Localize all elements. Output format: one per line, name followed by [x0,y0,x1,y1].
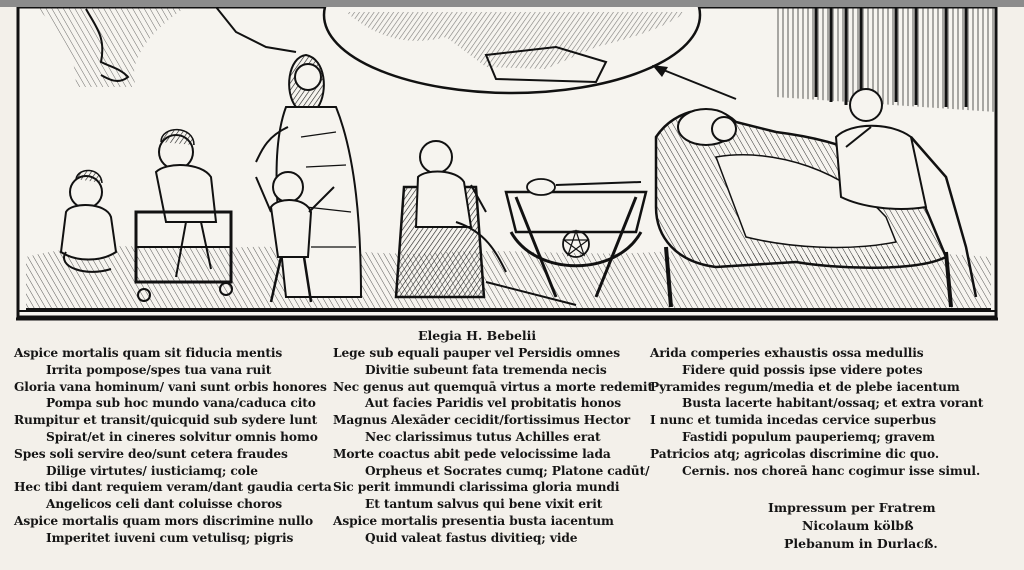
verse-line: Divitie subeunt fata tremenda necis [365,362,607,377]
verse-line: Pompa sub hoc mundo vana/caduca cito [46,396,316,411]
verse-line: Gloria vana hominum/ vani sunt orbis honores [14,379,327,394]
imprint-line: Plebanum in Durlacß. [784,536,938,551]
verse-line: Busta lacerte habitant/ossaq; et extra vorant [682,396,984,411]
title: Elegia H. Bebelii [418,328,537,343]
verse-line: Quid valeat fastus divitieq; vide [365,530,578,545]
verse-line: Hec tibi dant requiem veram/dant gaudia certa [14,480,332,495]
verse-line: Aut facies Paridis vel probitatis honos [365,396,622,411]
verse-column-2 [333,345,653,547]
verse-line: Aspice mortalis presentia busta iacentum [333,513,614,528]
verse-line: Dilige virtutes/ iusticiamq; cole [46,463,258,478]
woodcut-illustration [16,7,998,323]
verse-line: Aspice mortalis quam sit fiducia mentis [14,346,283,360]
top-bar [0,0,1024,7]
verse-line: Angelicos celi dant coluisse choros [46,497,283,512]
verse-line: Spirat/et in cineres solvitur omnis homo [46,429,318,444]
verse-line: I nunc et tumida incedas cervice superbus [650,413,936,428]
verse-line: Sic perit immundi clarissima gloria mundi [333,480,620,495]
verse-line: Nec genus aut quemquā virtus a morte redemit [333,379,653,394]
imprint-line: Impressum per Fratrem [768,500,936,515]
verse-line: Patricios atq; agricolas discrimine dic quo. [650,446,939,461]
verse-line: Aspice mortalis quam mors discrimine nullo [14,513,313,528]
verse-line: Imperitet iuveni cum vetulisq; pigris [46,530,294,545]
verse-line: Irrita pompose/spes tua vana ruit [46,362,272,377]
verse-line: Morte coactus abit pede velocissime lada [333,446,611,461]
verse-line: Fidere quid possis ipse videre potes [682,362,923,377]
imprint [768,499,938,553]
imprint-line: Nicolaum kölbß [802,518,914,533]
verse-line: Rumpitur et transit/quicquid sub sydere lunt [14,413,318,428]
verse-line: Orpheus et Socrates cumq; Platone cadūt/ [365,463,650,478]
verse-line: Nec clarissimus tutus Achilles erat [365,429,601,444]
verse-line: Arida comperies exhaustis ossa medullis [650,346,924,360]
verse-column-1 [14,345,332,547]
verse-line: Fastidi populum pauperiemq; gravem [682,429,935,444]
verse-line: Lege sub equali pauper vel Persidis omnes [333,346,620,360]
verse-column-3 [650,345,983,479]
verse-line: Et tantum salvus qui bene vixit erit [365,497,603,512]
verse-line: Cernis. nos choreā hanc cogimur isse simul. [682,463,981,478]
verse-line: Spes soli servire deo/sunt cetera fraudes [14,446,288,461]
verse-line: Magnus Alexāder cecidit/fortissimus Hector [333,413,631,428]
verse-line: Pyramides regum/media et de plebe iacentum [650,379,960,394]
